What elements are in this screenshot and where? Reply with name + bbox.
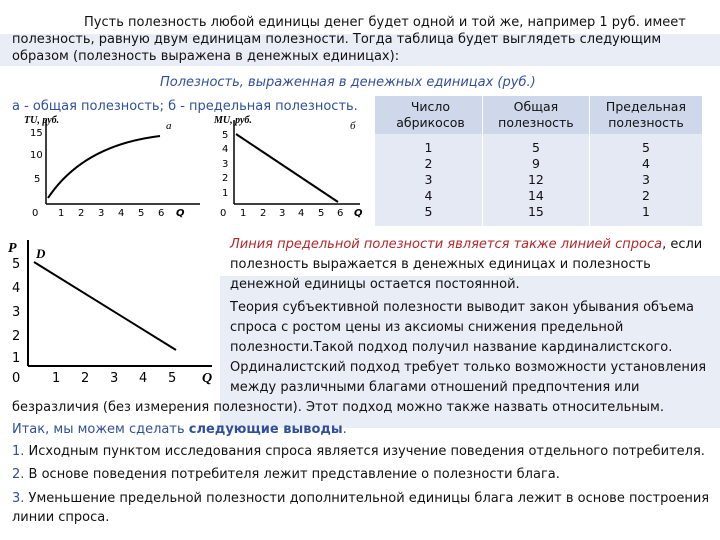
header-total-utility: Общая полезность [482,96,589,134]
demand-xtick: 2 [81,371,90,386]
conclusion-number: 3. [12,491,25,506]
intro-line-2: полезность, равную двум единицам полезности. Тогда таблица будет выглядеть следующим [12,32,662,47]
graph-b-ytick: 3 [222,159,229,170]
conclusion-text: В основе поведения потребителя лежит представление о полезности блага. [24,467,560,482]
demand-graph [4,234,219,386]
demand-curve-label: D [36,246,46,261]
graph-b-ytick: 4 [222,144,229,155]
table-header-row [375,96,703,134]
ordinal-line-2: между различными благами отношений предпочтения или [230,380,640,395]
graph-a-xtick: 5 [138,208,145,219]
graph-b-ylabel: MU, руб. [214,115,252,126]
graph-b-ytick: 1 [222,188,229,199]
demand-paragraph-line-3: денежной единицы остается постоянной. [230,277,520,292]
graph-a-ytick: 10 [30,150,43,161]
demand-ylabel: P [8,241,17,256]
graph-a-xtick: 2 [78,208,85,219]
graph-b-xtick: 2 [260,208,267,219]
graph-a-ytick: 15 [30,128,43,139]
demand-line-statement: Линия предельной полезности является также линией спроса [230,237,663,252]
graph-b-xtick: 0 [220,208,227,219]
graph-b-xtick: Q [354,208,363,219]
graph-a-xtick: 1 [58,208,65,219]
cell-total-utility: 5 9 12 14 15 [482,134,589,226]
cell-marginal-utility: 5 4 3 2 1 [589,134,702,226]
table-subtitle: Полезность, выраженная в денежных единицах (руб.) [160,75,536,90]
header-quantity: Число абрикосов [375,96,482,134]
marginal-utility-graph [200,112,375,222]
graph-b-xtick: 3 [279,208,286,219]
demand-xlabel: Q [202,371,213,386]
graph-a-xtick: Q [176,208,185,219]
graph-b-xtick: 5 [318,208,325,219]
total-utility-curve [48,136,160,198]
conclusion-text: Исходным пунктом исследования спроса является изучение поведения отдельного потребителя. [24,444,705,459]
demand-ytick: 3 [12,305,21,320]
ordinal-line-1: Ординалистский подход требует только возможности установления [230,360,707,375]
conclusion-item-3 [12,490,709,507]
graph-a-ylabel: TU, руб. [24,115,60,126]
theory-line-3: полезности.Такой подход получил название кардиналистского. [230,340,673,355]
demand-xtick: 3 [110,371,119,386]
demand-line-statement-end: , если [662,237,703,252]
conclusion-item-3-cont: линии спроса. [12,510,110,525]
intro-line-3: образом (полезность выражена в денежных единицах): [12,49,400,64]
graph-b-ytick: 2 [222,173,229,184]
ordinal-line-3: безразличия (без измерения полезности). Этот подход можно также назвать относительным. [12,400,664,415]
demand-xtick: 4 [139,371,148,386]
graph-b-ytick: 5 [222,130,229,141]
graph-a-xtick: 4 [118,208,125,219]
graph-b-xtick: 4 [298,208,305,219]
conclusion-number: 1. [12,444,25,459]
demand-xtick: 5 [168,371,177,386]
header-marginal-utility: Предельная полезность [589,96,702,134]
demand-ytick: 1 [12,351,21,366]
conclusion-number: 2. [12,467,25,482]
graph-a-tag: а [166,120,172,132]
table-row [375,134,703,226]
graph-a-xtick: 0 [32,208,39,219]
graph-b-tag: б [350,120,356,132]
conclusions-lead [12,421,347,438]
conclusions-lead-bold: следующие выводы [188,422,343,437]
intro-line-1: Пусть полезность любой единицы денег будет одной и той же, например 1 руб. имеет [84,15,686,30]
theory-line-1: Теория субъективной полезности выводит закон убывания объема [230,300,695,315]
graph-a-ytick: 5 [34,174,41,185]
demand-paragraph-line-2: полезность выражается в денежных единицах и полезность [230,257,651,272]
conclusion-item-1 [12,443,705,460]
demand-ytick: 4 [12,281,21,296]
graph-b-xtick: 1 [240,208,247,219]
cell-quantity: 1 2 3 4 5 [375,134,482,226]
demand-ytick: 2 [12,329,21,344]
demand-ytick: 5 [12,257,21,272]
demand-paragraph-line-1 [230,236,702,253]
graph-a-xtick: 6 [158,208,165,219]
graphs-caption: а - общая полезность; б - предельная полезность. [12,99,358,114]
demand-line [34,262,176,350]
utility-table [375,96,703,226]
demand-xtick: 1 [52,371,61,386]
total-utility-graph [10,112,210,222]
conclusion-item-2 [12,466,560,483]
theory-line-2: спроса с ростом цены из аксиомы снижения предельной [230,320,624,335]
graph-b-xtick: 6 [337,208,344,219]
demand-xtick: 0 [12,371,21,386]
graph-a-xtick: 3 [98,208,105,219]
marginal-utility-line [236,134,338,202]
conclusions-lead-end: . [342,422,347,437]
conclusion-text: Уменьшение предельной полезности дополнительной единицы блага лежит в основе построения [24,491,710,506]
conclusions-lead-text: Итак, мы можем сделать [12,422,189,437]
